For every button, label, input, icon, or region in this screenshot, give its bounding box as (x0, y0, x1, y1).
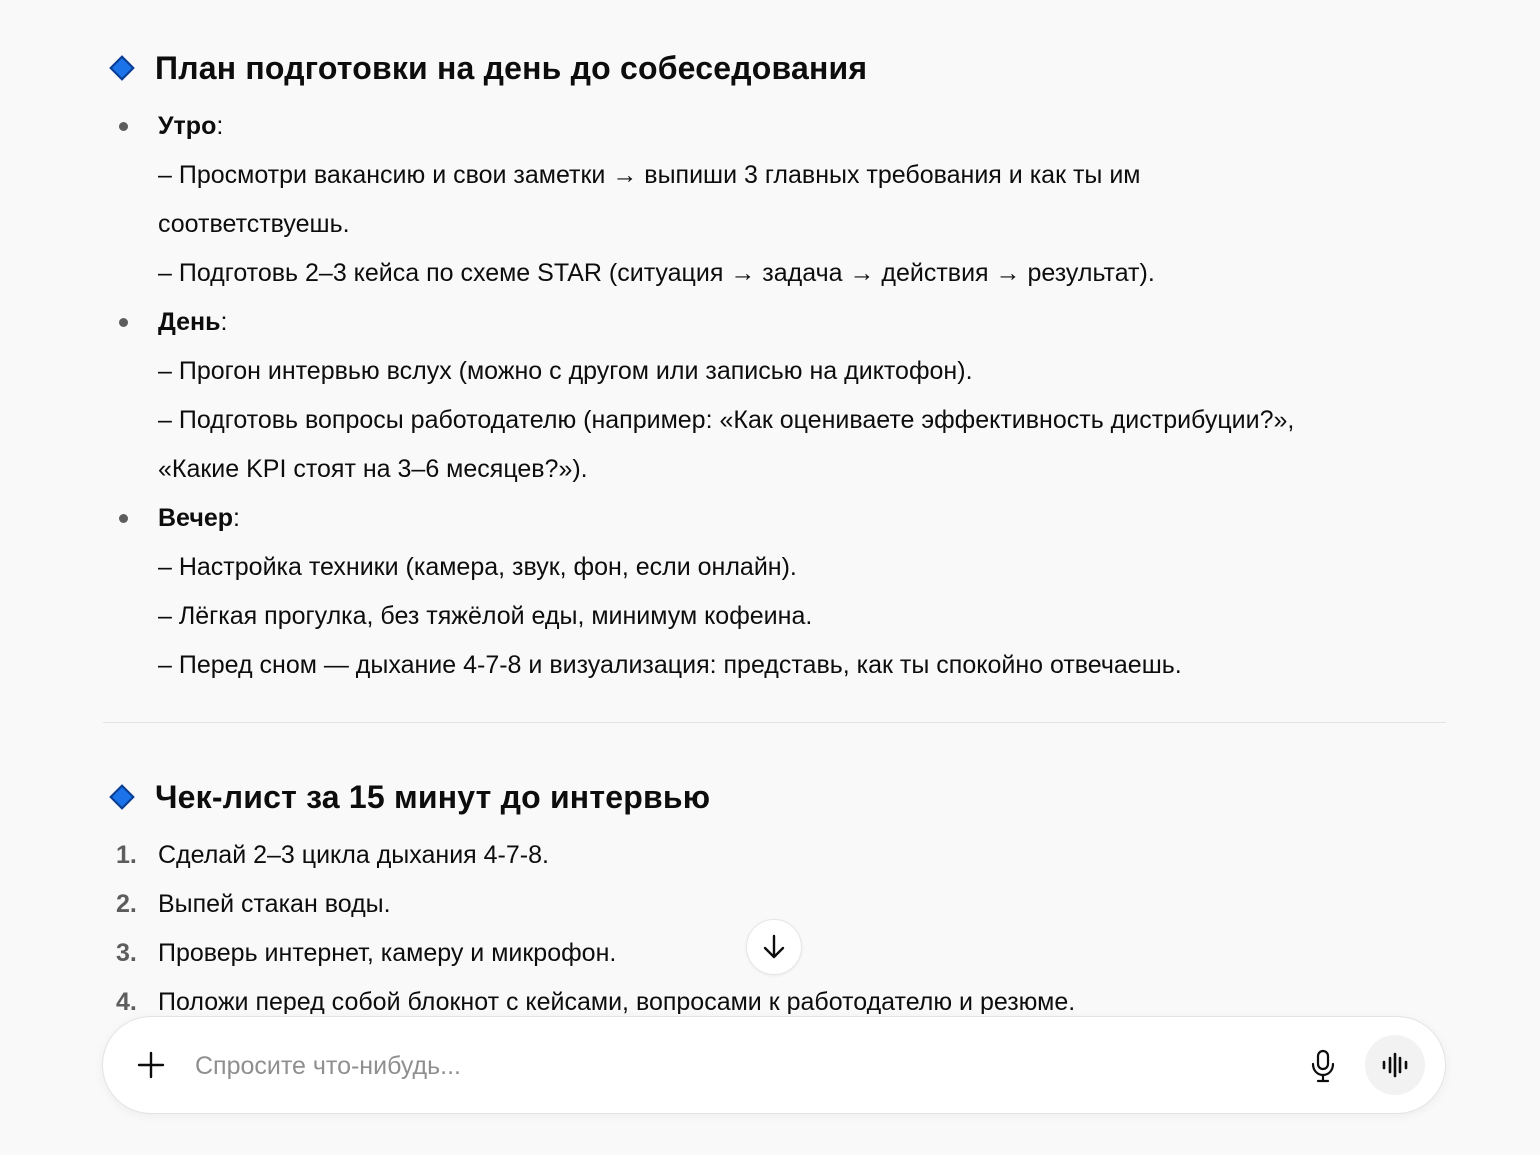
checklist-item-number: 1. (116, 841, 137, 869)
plan-item-line: – Просмотри вакансию и свои заметки → выпиши 3 главных требования и как ты им (158, 161, 1141, 189)
plan-item-line: – Подготовь вопросы работодателю (например: «Как оцениваете эффективность дистрибуции?», (158, 406, 1295, 434)
scroll-to-bottom-button[interactable] (746, 919, 802, 975)
plan-item-line: – Подготовь 2–3 кейса по схеме STAR (ситуация → задача → действия → результат). (158, 259, 1155, 287)
plan-item-line: – Прогон интервью вслух (можно с другом или записью на диктофон). (158, 357, 973, 385)
checklist-item-number: 4. (116, 988, 137, 1014)
assistant-message (103, 40, 1446, 1014)
checklist-item-text: Выпей стакан воды. (158, 890, 391, 918)
plan-item-line: – Перед сном — дыхание 4-7-8 и визуализация: представь, как ты спокойно отвечаешь. (158, 651, 1182, 679)
plan-item-evening (103, 494, 1446, 690)
section-divider (103, 722, 1446, 723)
plan-item-line: «Какие KPI стоят на 3–6 месяцев?»). (158, 455, 588, 483)
plan-item-label: Вечер (158, 504, 234, 532)
label-colon: : (216, 112, 224, 140)
plan-list (103, 102, 1446, 690)
plan-item-line: соответствуешь. (158, 210, 350, 238)
checklist-section-heading (103, 769, 1446, 825)
checklist-item-text: Положи перед собой блокнот с кейсами, вопросами к работодателю и резюме. (158, 988, 1076, 1014)
plan-item-day (103, 298, 1446, 494)
checklist-item-number: 2. (116, 890, 137, 918)
plan-item-morning (103, 102, 1446, 298)
prompt-input[interactable] (195, 1045, 1275, 1087)
checklist-item-text: Проверь интернет, камеру и микрофон. (158, 939, 617, 967)
plan-item-line: – Настройка техники (камера, звук, фон, если онлайн). (158, 553, 797, 581)
plan-section-title: План подготовки на день до собеседования (155, 49, 868, 86)
checklist-item-text: Сделай 2–3 цикла дыхания 4-7-8. (158, 841, 549, 869)
label-colon: : (233, 504, 240, 532)
checklist-section-title: Чек-лист за 15 минут до интервью (155, 778, 711, 815)
voice-mode-icon (1380, 1052, 1410, 1078)
bullet-dot (119, 514, 128, 523)
plan-item-label: Утро (158, 112, 217, 140)
checklist-item (103, 978, 1446, 1014)
voice-mode-button[interactable] (1365, 1035, 1425, 1095)
blue-diamond-icon (109, 55, 135, 81)
message-composer (102, 1016, 1446, 1114)
microphone-icon (1310, 1049, 1336, 1083)
bullet-dot (119, 122, 128, 131)
checklist-item-number: 3. (116, 939, 137, 967)
checklist-item (103, 831, 1446, 880)
plan-item-label: День (158, 308, 221, 336)
dictate-button[interactable] (1305, 1047, 1341, 1085)
blue-diamond-icon (109, 784, 135, 810)
add-attachment-button[interactable] (133, 1047, 169, 1083)
plan-section-heading (103, 40, 1446, 96)
label-colon: : (220, 308, 228, 336)
arrow-down-icon (761, 933, 787, 961)
plus-icon (137, 1051, 165, 1079)
plan-item-line: – Лёгкая прогулка, без тяжёлой еды, минимум кофеина. (158, 602, 813, 630)
bullet-dot (119, 318, 128, 327)
